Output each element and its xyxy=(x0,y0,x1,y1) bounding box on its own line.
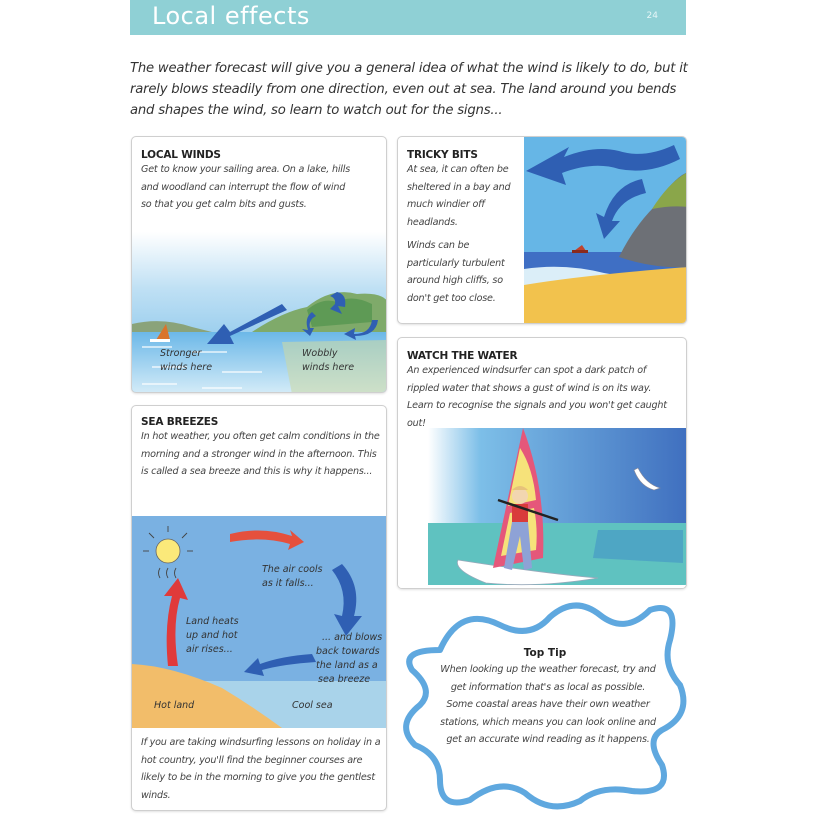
svg-text:back towards: back towards xyxy=(316,646,380,657)
top-tip-text: When looking up the weather forecast, try and get information that's as local as possible. Some coastal areas have their own weather stations, which means you can look online and get an accurate wind reading as it happens. xyxy=(440,664,656,745)
page-title: Local effects xyxy=(152,2,310,30)
label-air-cools: The air cools xyxy=(262,564,323,575)
panel-sea-breezes xyxy=(131,405,387,811)
panel-text: In hot weather, you often get calm conditions in the morning and a stronger wind in the afternoon. This is called a sea breeze and this is why it happens... xyxy=(141,431,380,477)
svg-text:as it falls...: as it falls... xyxy=(262,578,314,589)
top-tip-box xyxy=(400,595,690,810)
caption-stronger-winds: Stronger xyxy=(160,348,202,359)
header-bar xyxy=(130,0,686,35)
windsurfer-illustration xyxy=(398,428,687,589)
svg-text:winds here: winds here xyxy=(302,362,355,373)
panel-text: Winds can be particularly turbulent around high cliffs, so don't get too close. xyxy=(407,240,505,304)
panel-text: If you are taking windsurfing lessons on holiday in a hot country, you'll find the beginner courses are likely to be in the morning to give you the gentlest winds. xyxy=(141,737,381,801)
caption-wobbly-winds: Wobbly xyxy=(302,348,338,359)
page-number: 24 xyxy=(646,11,658,21)
svg-text:air rises...: air rises... xyxy=(186,644,233,655)
panel-tricky-bits xyxy=(397,136,687,324)
label-blows-back: ... and blows xyxy=(322,632,383,643)
panel-text: Get to know your sailing area. On a lake, hills and woodland can interrupt the flow of wind so that you get calm bits and gusts. xyxy=(141,164,351,210)
panel-text: At sea, it can often be sheltered in a bay and much windier off headlands. xyxy=(407,164,511,228)
panel-title: LOCAL WINDS xyxy=(141,149,221,161)
panel-title: WATCH THE WATER xyxy=(407,350,518,362)
cliff-headland-illustration xyxy=(524,137,687,324)
label-cool-sea: Cool sea xyxy=(292,700,333,711)
top-tip-title: Top Tip xyxy=(523,647,567,659)
label-land-heats: Land heats xyxy=(186,616,239,627)
sea-breeze-diagram xyxy=(132,506,387,728)
panel-watch-the-water xyxy=(397,337,687,589)
svg-text:winds here: winds here xyxy=(160,362,213,373)
label-hot-land: Hot land xyxy=(154,700,195,711)
panel-text: An experienced windsurfer can spot a dark patch of rippled water that shows a gust of wind is on its way. Learn to recognise the signals and you won't get caught out! xyxy=(407,365,667,429)
lake-wind-illustration xyxy=(132,232,387,393)
intro-paragraph: The weather forecast will give you a general idea of what the wind is likely to do, but it rarely blows steadily from one direction, even out at sea. The land around you bends and shapes the wind, so learn to watch out for the signs... xyxy=(130,61,688,118)
svg-text:the land as a: the land as a xyxy=(316,660,378,671)
panel-local-winds xyxy=(131,136,387,393)
panel-title: SEA BREEZES xyxy=(141,416,219,428)
svg-text:sea breeze: sea breeze xyxy=(318,674,371,685)
svg-text:up and hot: up and hot xyxy=(186,630,238,641)
panel-title: TRICKY BITS xyxy=(407,149,478,161)
